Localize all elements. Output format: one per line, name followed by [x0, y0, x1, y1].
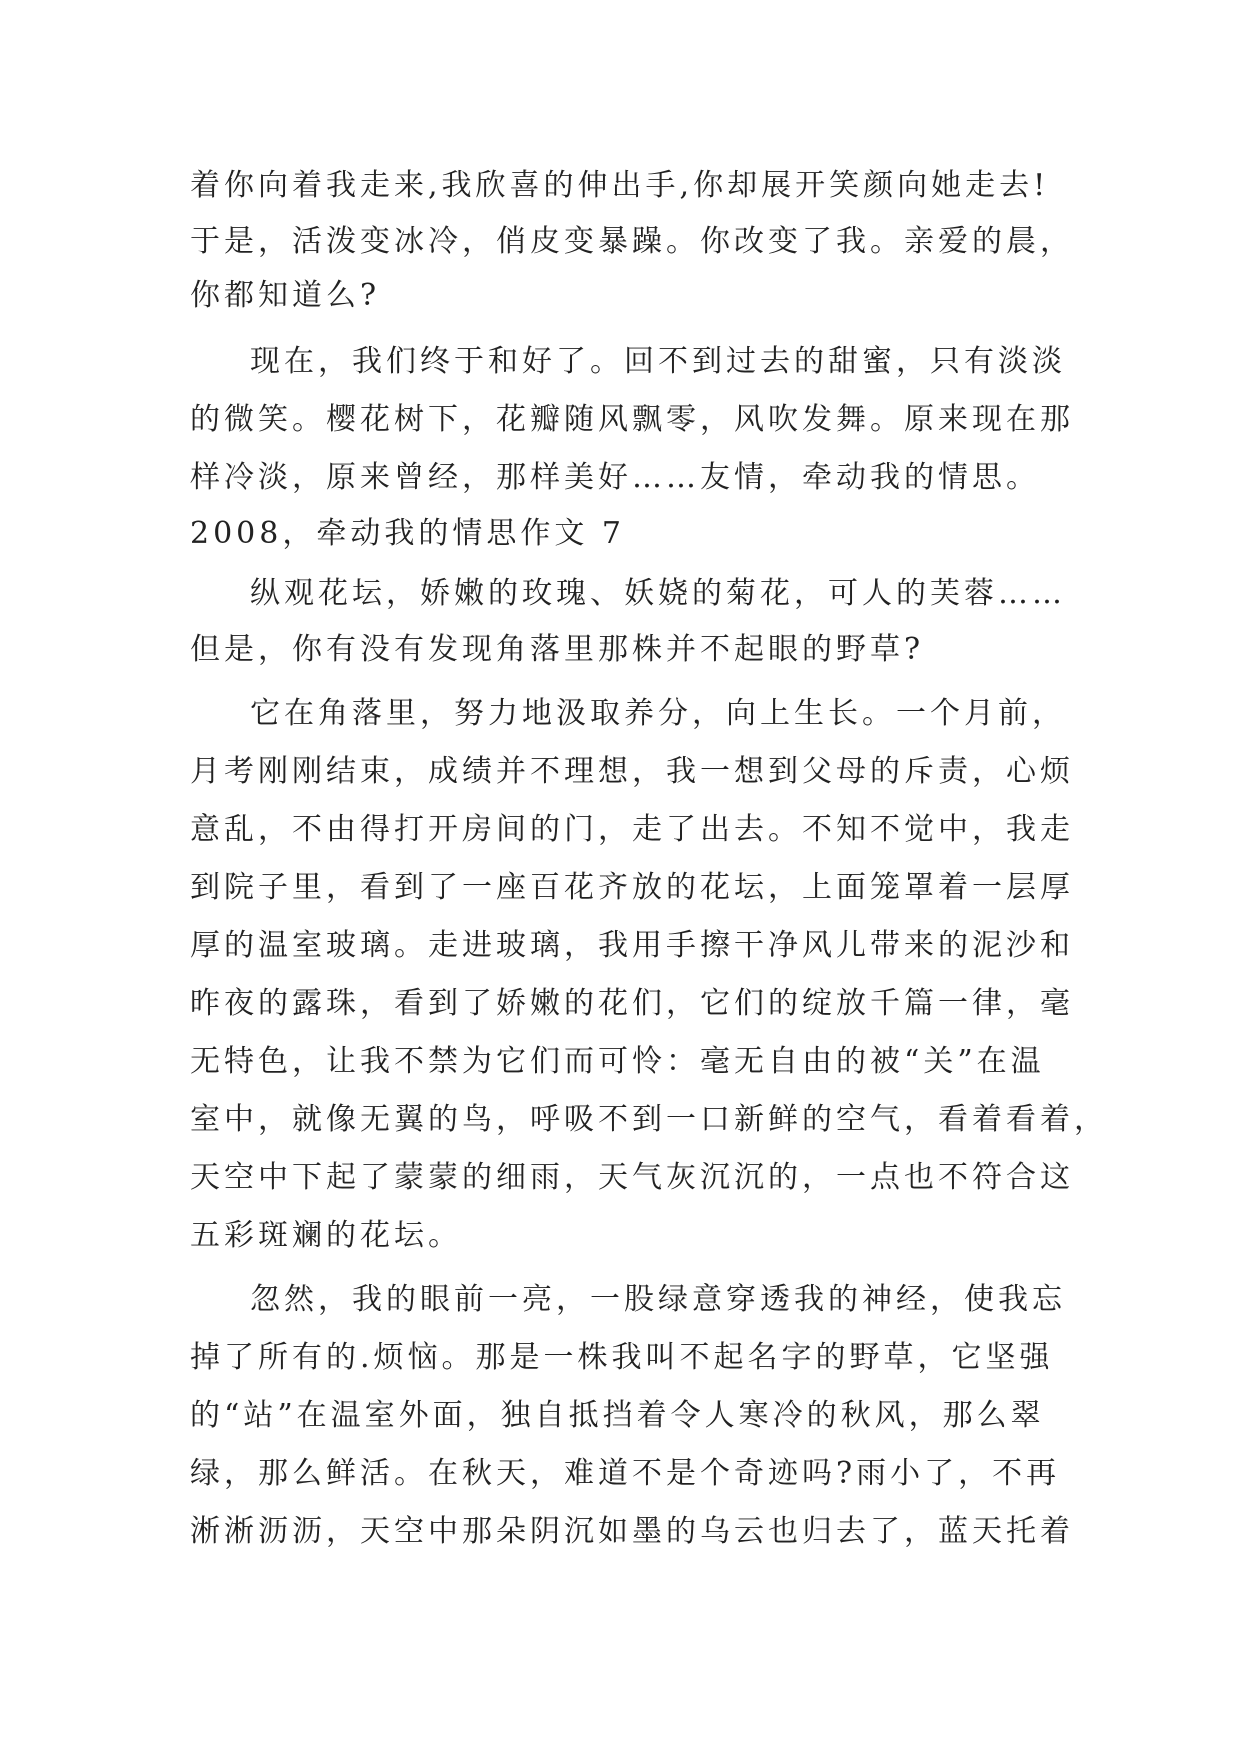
text-line: 着你向着我走来,我欣喜的伸出手,你却展开笑颜向她走去!: [190, 168, 1050, 203]
text-line: 厚的温室玻璃。走进玻璃，我用手擦干净风儿带来的泥沙和: [190, 928, 1074, 963]
text-line: 它在角落里，努力地汲取养分，向上生长。一个月前，: [250, 696, 1066, 731]
text-line: 但是，你有没有发现角落里那株并不起眼的野草?: [190, 632, 925, 667]
text-line: 天空中下起了蒙蒙的细雨，天气灰沉沉的，一点也不符合这: [190, 1160, 1074, 1195]
text-line: 昨夜的露珠，看到了娇嫩的花们，它们的绽放千篇一律，毫: [190, 986, 1074, 1021]
text-line: 意乱，不由得打开房间的门，走了出去。不知不觉中，我走: [190, 812, 1074, 847]
text-line: 到院子里，看到了一座百花齐放的花坛，上面笼罩着一层厚: [190, 870, 1074, 905]
text-line: 的“站”在温室外面，独自抵挡着令人寒冷的秋风，那么翠: [190, 1398, 1045, 1433]
text-line: 的微笑。樱花树下，花瓣随风飘零，风吹发舞。原来现在那: [190, 402, 1074, 437]
text-line: 忽然，我的眼前一亮，一股绿意穿透我的神经，使我忘: [250, 1282, 1066, 1317]
text-line: 月考刚刚结束，成绩并不理想，我一想到父母的斥责，心烦: [190, 754, 1074, 789]
text-line: 五彩斑斓的花坛。: [190, 1218, 462, 1253]
text-line: 室中，就像无翼的鸟，呼吸不到一口新鲜的空气，看着看着，: [190, 1102, 1108, 1137]
text-line: 无特色，让我不禁为它们而可怜：毫无自由的被“关”在温: [190, 1044, 1045, 1079]
text-line: 你都知道么?: [190, 278, 381, 313]
text-line: 于是，活泼变冰冷，俏皮变暴躁。你改变了我。亲爱的晨，: [190, 224, 1074, 259]
text-line: 样冷淡，原来曾经，那样美好……友情，牵动我的情思。: [190, 460, 1040, 495]
section-heading: 2008，牵动我的情思作文 7: [190, 516, 625, 551]
text-line: 掉了所有的.烦恼。那是一株我叫不起名字的野草，它坚强: [190, 1340, 1054, 1375]
text-line: 淅淅沥沥，天空中那朵阴沉如墨的乌云也归去了，蓝天托着: [190, 1514, 1074, 1549]
text-line: 纵观花坛，娇嫩的玫瑰、妖娆的菊花，可人的芙蓉……: [250, 576, 1066, 611]
text-line: 绿，那么鲜活。在秋天，难道不是个奇迹吗?雨小了，不再: [190, 1456, 1061, 1491]
text-line: 现在，我们终于和好了。回不到过去的甜蜜，只有淡淡: [250, 344, 1066, 379]
